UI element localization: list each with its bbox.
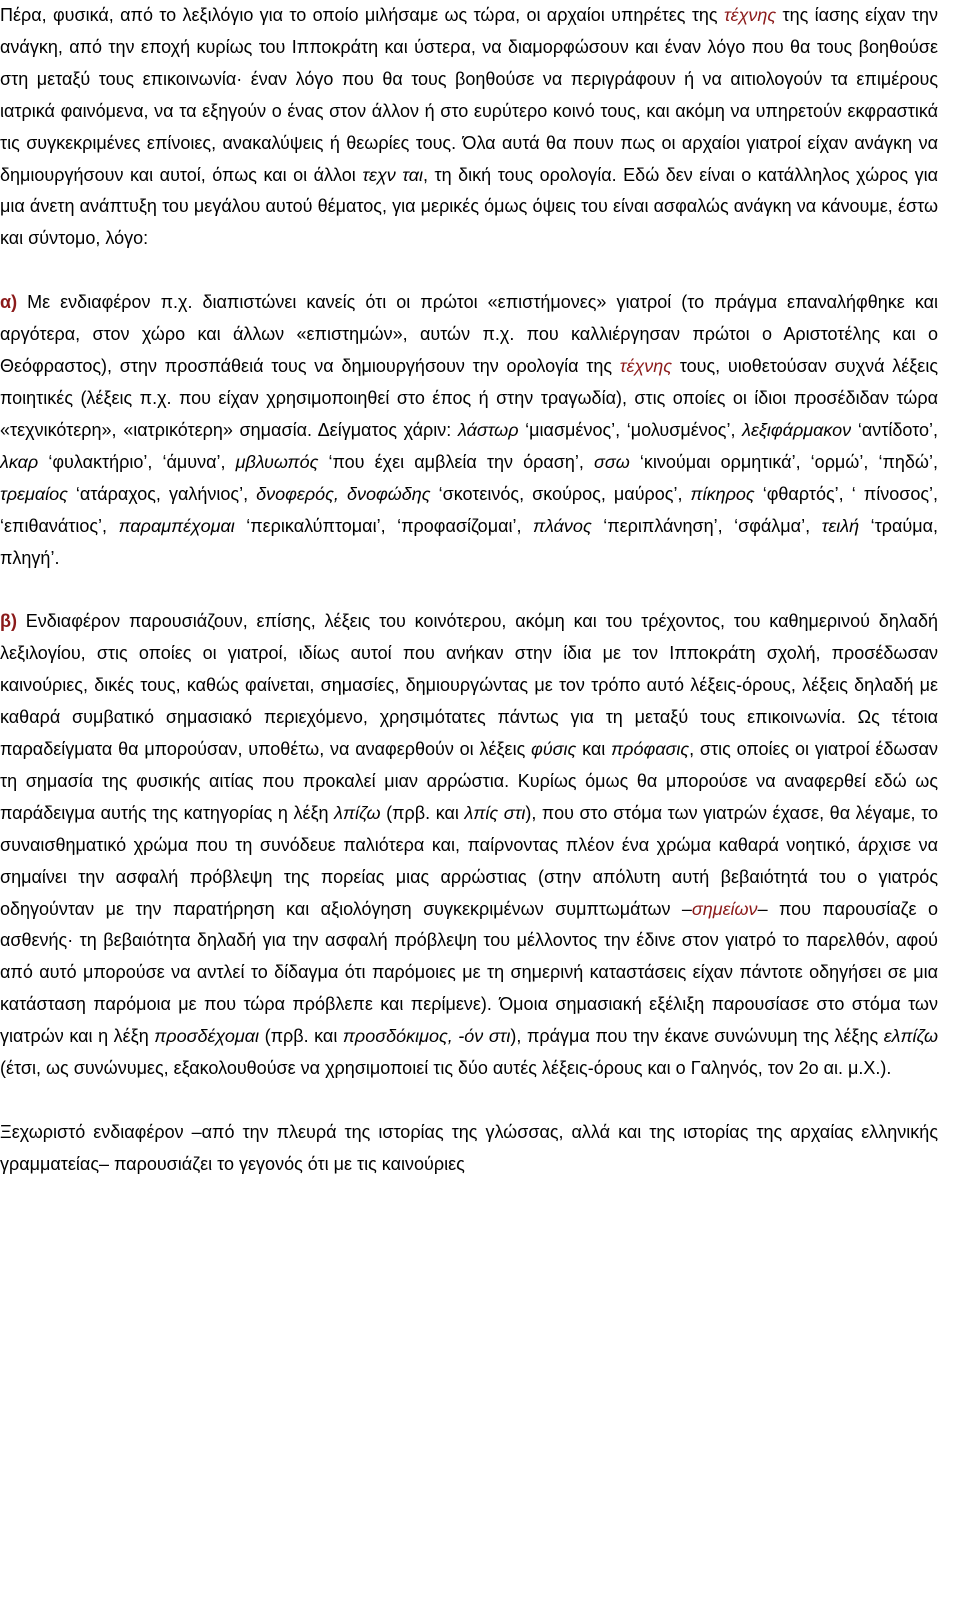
text-run: ‘που έχει αμβλεία την όραση’, <box>318 451 595 472</box>
text-run: – που παρουσίαζε ο ασθενής· τη βεβαιότητα δηλαδή για την ασφαλή πρόβλεψη του μέλλοντος την έδινε στον γιατρό το παρελθόν, αφού από αυτό μπορούσε να αντλεί το δίδαγμα ότι παρόμοιες με τη σημερινή καταστάσεις είχαν πάντοτε οδηγήσει σε μια κατάσταση παρόμοια με που τώρα πρόβλεπε και περίμενε). Όμοια σημασιακή εξέλιξη παρουσίασε στο στόμα των γιατρών και η λέξη <box>0 898 938 1047</box>
paragraph-alpha <box>0 287 938 574</box>
term-word: πρόφασις <box>611 739 690 760</box>
section-label-beta: β) <box>0 611 17 632</box>
text-run: ‘περιπλάνηση’, ‘σφάλμα’, <box>591 515 822 536</box>
text-run: (πρβ. και <box>259 1026 343 1047</box>
term-word: λπίς στι <box>464 802 526 823</box>
paragraph-spacer <box>0 255 938 287</box>
term-word: λεξιφάρμακον <box>742 419 852 440</box>
text-run: (έτσι, ως συνώνυμες, εξακολουθούσε να χρησιμοποιεί τις δύο αυτές λέξεις-όρους και ο Γαληνός, τον 2ο αι. μ.Χ.). <box>0 1058 892 1079</box>
text-run: ‘σκοτεινός, σκούρος, μαύρος’, <box>430 483 691 504</box>
text-run: ‘περικαλύπτομαι’, ‘προφασίζομαι’, <box>234 515 533 536</box>
text-run: τους, υιοθετούσαν συχνά λέξεις ποιητικές (λέξεις π.χ. που είχαν χρησιμοποιηθεί στο έπος ή στην τραγωδία), στις οποίες οι ίδιοι προσέδιδαν τώρα «τεχνικότερη», «ιατρικότερη» σημασία. Δείγματος χάριν: <box>0 356 939 440</box>
term-techni: τέχνης <box>619 356 673 377</box>
term-technitai: τεχν ται <box>362 164 424 185</box>
term-word: παραμπέχομαι <box>118 515 235 536</box>
term-word: τρεμαίος <box>0 483 68 504</box>
text-run: ‘κινούμαι ορμητικά’, ‘ορμώ’, ‘πηδώ’, <box>629 451 938 472</box>
term-techni: τέχνης <box>723 5 777 25</box>
text-run: , στις οποίες οι γιατροί έδωσαν τη σημασία της φυσικής αιτίας που προκαλεί μιαν αρρώστια. Κυρίως όμως θα μπορούσε να αναφερθεί εδώ ως παράδειγμα αυτής της κατηγορίας η λέξη <box>0 739 939 823</box>
text-run: Με ενδιαφέρον π.χ. διαπιστώνει κανείς ότι οι πρώτοι «επιστήμονες» γιατροί (το πράγμα επαναλήφθηκε και αργότερα, στον χώρο και άλλων «επιστημών», αυτών π.χ. που καλλιέργησαν πρώτοι ο Αριστοτέλης και ο Θεόφραστος), στην προσπάθειά τους να δημιουργήσουν την ορολογία της <box>0 292 938 377</box>
text-run: ‘φθαρτός’, ‘ πίνοσος’, ‘επιθανάτιος’, <box>0 483 939 536</box>
term-simeion: σημείων <box>691 898 758 919</box>
paragraph-spacer <box>0 1085 938 1117</box>
section-label-alpha: α) <box>0 292 18 313</box>
term-word: μβλυωπός <box>235 451 319 472</box>
paragraph-spacer <box>0 574 938 606</box>
term-word: λάστωρ <box>457 419 519 440</box>
text-run: Ενδιαφέρον παρουσιάζουν, επίσης, λέξεις του κοινότερου, ακόμη και του τρέχοντος, του καθημερινού δηλαδή λεξιλογίου, στις οποίες οι γιατροί, ιδίως αυτοί που ανήκαν στην ίδια με τον Ιπποκράτη σχολή, προσέδωσαν καινούριες, δικές τους, καθώς φαίνεται, σημασίες, δημιουργώντας με τον τρόπο αυτό λέξεις-όρους, λέξεις δηλαδή με καθαρά συμβατικό σημασιακό περιεχόμενο, χρησιμότατες πάντως για τη μεταξύ τους επικοινωνία. Ως τέτοια παραδείγματα θα μπορούσαν, υποθέτω, να αναφερθούν οι λέξεις <box>0 611 938 760</box>
term-word: λπίζω <box>334 802 381 823</box>
text-run: της ίασης είχαν την ανάγκη, από την εποχή κυρίως του Ιπποκράτη και ύστερα, να διαμορφώσουν και έναν λόγο που θα τους βοηθούσε στη μεταξύ τους επικοινωνία· έναν λόγο που θα τους βοηθούσε να περιγράφουν ή να αιτιολογούν τα επιμέρους ιατρικά φαινόμενα, να τα εξηγούν ο ένας στον άλλον ή στο ευρύτερο κοινό τους, και ακόμη να υπηρετούν εκφραστικά τις συγκεκριμένες επίνοιες, ανακαλύψεις ή θεωρίες τους. Όλα αυτά θα πουν πως οι αρχαίοι γιατροί είχαν ανάγκη να δημιουργήσουν και αυτοί, όπως και οι άλλοι <box>0 5 939 185</box>
term-word: τειλή <box>821 515 860 536</box>
text-run: Ξεχωριστό ενδιαφέρον –από την πλευρά της ιστορίας της γλώσσας, αλλά και της ιστορίας της αρχαίας ελληνικής γραμματείας– παρουσιάζει το γεγονός ότι με τις καινούριες <box>0 1122 938 1174</box>
paragraph-beta <box>0 606 938 1085</box>
term-word: πίκηρος <box>690 483 755 504</box>
text-run: ), που στο στόμα των γιατρών έχασε, θα λέγαμε, το συναισθηματικό χρώμα που τη συνόδευε παλιότερα και, παίρνοντας πλέον ένα χρώμα καθαρά νοητικό, άρχισε να σημαίνει την ασφαλή πρόβλεψη της πορείας μιας αρρώστιας (στην απόλυτη αυτή βεβαιότητά του ο γιατρός οδηγούνταν με την παρατήρηση και αξιολόγηση συγκεκριμένων συμπτωμάτων – <box>0 802 938 919</box>
text-run: ), πράγμα που την έκανε συνώνυμη της λέξης <box>510 1026 884 1047</box>
text-run: ‘τραύμα, πληγή’. <box>0 515 938 568</box>
paragraph-closing <box>0 1117 938 1181</box>
term-word: πλάνος <box>533 515 592 536</box>
text-run: ‘ατάραχος, γαλήνιος’, <box>67 483 257 504</box>
text-run: ‘φυλακτήριο’, ‘άμυνα’, <box>38 451 236 472</box>
term-word: προσδέχομαι <box>154 1026 260 1047</box>
term-word: λκαρ <box>0 451 39 472</box>
term-word: φύσις <box>531 739 577 760</box>
term-word: ελπίζω <box>883 1026 939 1047</box>
text-run: ‘αντίδοτο’, <box>851 419 938 440</box>
term-word: σσω <box>594 451 630 472</box>
text-run: Πέρα, φυσικά, από το λεξιλόγιο για το οποίο μιλήσαμε ως τώρα, οι αρχαίοι υπηρέτες της <box>0 5 724 25</box>
text-run: , τη δική τους ορολογία. Εδώ δεν είναι ο κατάλληλος χώρος για μια άνετη ανάπτυξη του μεγάλου αυτού θέματος, για μερικές όμως όψεις του είναι ασφαλώς ανάγκη να κάνουμε, έστω και σύντομο, λόγο: <box>0 164 938 249</box>
text-run: και <box>576 739 612 760</box>
text-run: (πρβ. και <box>380 802 465 823</box>
term-word: προσδόκιμος, -όν στι <box>342 1026 511 1047</box>
paragraph-intro <box>0 0 938 255</box>
term-word: δνοφερός, δνοφώδης <box>256 483 431 504</box>
text-run: ‘μιασμένος’, ‘μολυσμένος’, <box>518 419 743 440</box>
